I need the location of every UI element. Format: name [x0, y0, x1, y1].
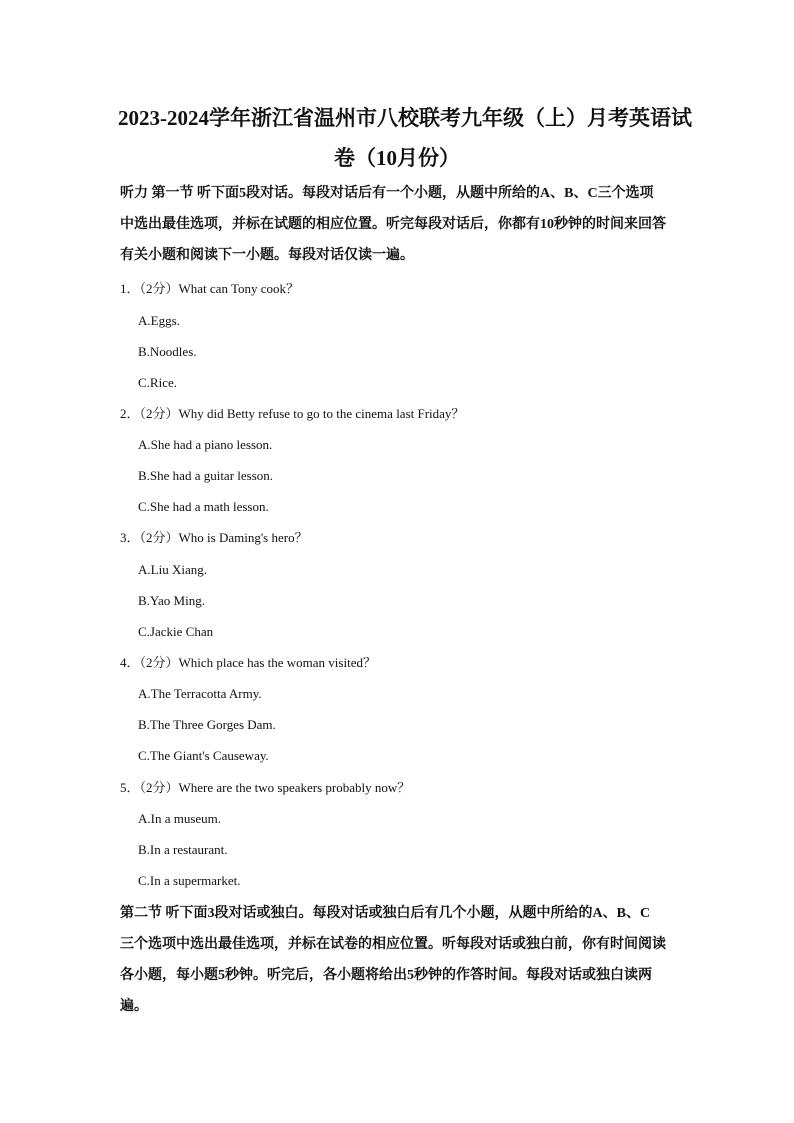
question-5-option-a: A.In a museum. — [138, 811, 222, 826]
question-5-option-b: B.In a restaurant. — [138, 842, 228, 857]
question-1-option-a: A.Eggs. — [138, 313, 180, 328]
question-1-option-c: C.Rice. — [138, 375, 177, 390]
page-title-line-2: 卷（10月份） — [334, 146, 460, 170]
question-4-option-a: A.The Terracotta Army. — [138, 686, 262, 701]
question-2-stem: 2．（2分）Why did Betty refuse to go to the cinema last Friday？ — [120, 406, 465, 421]
question-1-stem: 1．（2分）What can Tony cook？ — [120, 281, 300, 296]
question-3-stem: 3．（2分）Who is Daming's hero？ — [120, 530, 308, 545]
question-2-option-a: A.She had a piano lesson. — [138, 437, 273, 452]
section-1-instructions-line-3: 有关小题和阅读下一小题。每段对话仅读一遍。 — [120, 248, 414, 263]
section-2-instructions-line-3: 各小题，每小题5秒钟。听完后，各小题将给出5秒钟的作答时间。每段对话或独白读两 — [120, 968, 652, 983]
section-1-instructions-line-1: 听力 第一节 听下面5段对话。每段对话后有一个小题，从题中所给的A、B、C三个选项 — [120, 186, 654, 201]
question-3-option-b: B.Yao Ming. — [138, 593, 205, 608]
question-1-option-b: B.Noodles. — [138, 344, 197, 359]
question-3-option-a: A.Liu Xiang. — [138, 562, 207, 577]
question-2-option-b: B.She had a guitar lesson. — [138, 468, 274, 483]
question-5-option-c: C.In a supermarket. — [138, 873, 241, 888]
page-title-line-1: 2023-2024学年浙江省温州市八校联考九年级（上）月考英语试 — [118, 106, 692, 130]
section-1-instructions-line-2: 中选出最佳选项，并标在试题的相应位置。听完每段对话后，你都有10秒钟的时间来回答 — [120, 217, 666, 232]
question-3-option-c: C.Jackie Chan — [138, 624, 214, 639]
question-5-stem: 5．（2分）Where are the two speakers probably now？ — [120, 780, 411, 795]
question-4-option-b: B.The Three Gorges Dam. — [138, 717, 276, 732]
section-2-instructions-line-2: 三个选项中选出最佳选项，并标在试卷的相应位置。听每段对话或独白前，你有时间阅读 — [120, 937, 666, 952]
question-2-option-c: C.She had a math lesson. — [138, 499, 269, 514]
question-4-option-c: C.The Giant's Causeway. — [138, 748, 269, 763]
question-4-stem: 4．（2分）Which place has the woman visited？ — [120, 655, 376, 670]
section-2-instructions-line-1: 第二节 听下面3段对话或独白。每段对话或独白后有几个小题，从题中所给的A、B、C — [120, 906, 651, 921]
section-2-instructions-line-4: 遍。 — [120, 999, 148, 1014]
